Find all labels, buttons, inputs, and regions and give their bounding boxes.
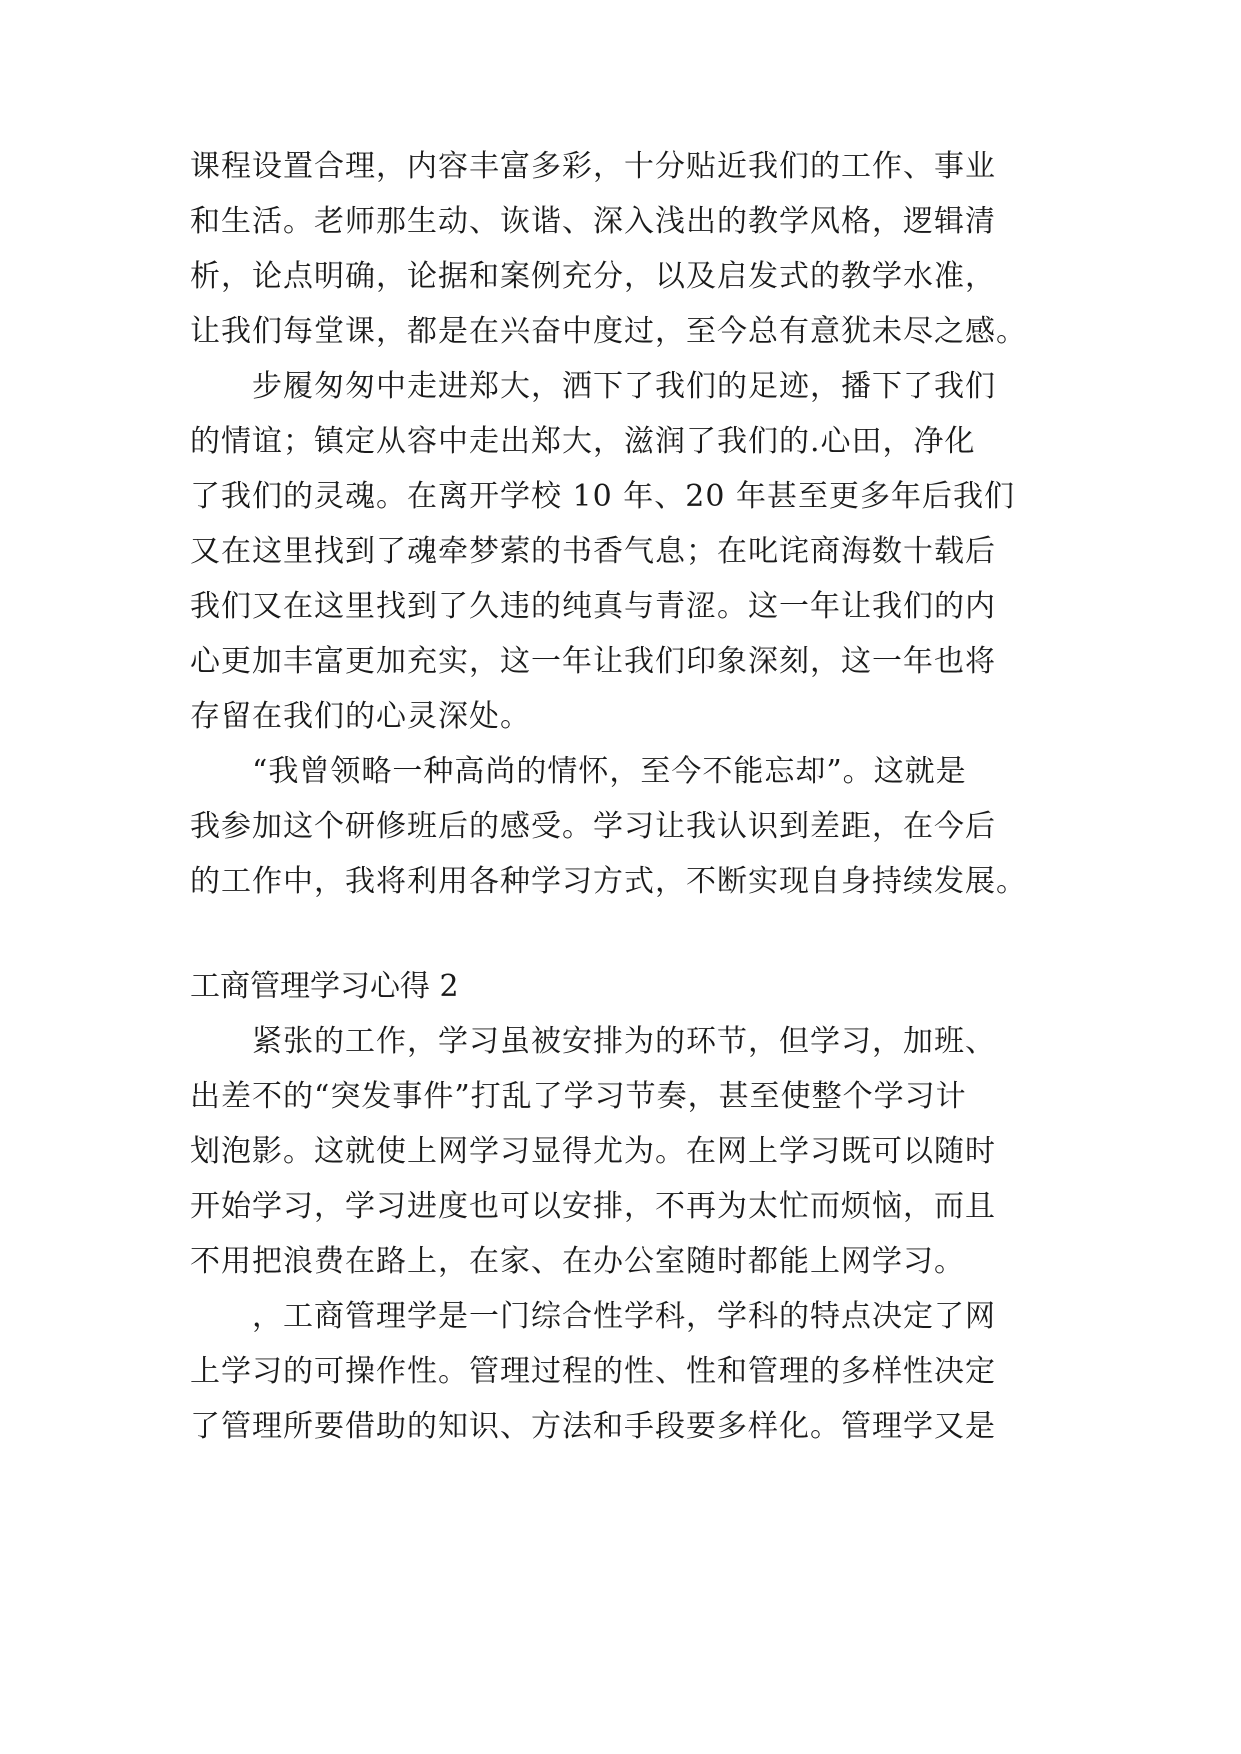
paragraph-line: 步履匆匆中走进郑大，洒下了我们的足迹，播下了我们 [190, 369, 996, 404]
paragraph-line: 不用把浪费在路上，在家、在办公室随时都能上网学习。 [190, 1244, 965, 1279]
paragraph-line: 了我们的灵魂。在离开学校 10 年、20 年甚至更多年后我们 [190, 479, 1015, 514]
paragraph-line: 开始学习，学习进度也可以安排，不再为太忙而烦恼，而且 [190, 1189, 996, 1224]
paragraph-line: 我参加这个研修班后的感受。学习让我认识到差距，在今后 [190, 809, 996, 844]
paragraph-line: “我曾领略一种高尚的情怀，至今不能忘却”。这就是 [190, 754, 967, 789]
paragraph-line: 心更加丰富更加充实，这一年让我们印象深刻，这一年也将 [190, 644, 996, 679]
paragraph-line: 我们又在这里找到了久违的纯真与青涩。这一年让我们的内 [190, 589, 996, 624]
paragraph-line: 的情谊；镇定从容中走出郑大，滋润了我们的.心田，净化 [190, 424, 976, 459]
paragraph-line: 出差不的“突发事件”打乱了学习节奏，甚至使整个学习计 [190, 1079, 967, 1114]
paragraph-line: 紧张的工作，学习虽被安排为的环节，但学习，加班、 [190, 1024, 996, 1059]
paragraph-line: 上学习的可操作性。管理过程的性、性和管理的多样性决定 [190, 1354, 996, 1389]
paragraph-line: 存留在我们的心灵深处。 [190, 699, 531, 734]
paragraph-line: 和生活。老师那生动、诙谐、深入浅出的教学风格，逻辑清 [190, 204, 996, 239]
paragraph-line: 的工作中，我将利用各种学习方式，不断实现自身持续发展。 [190, 864, 1027, 899]
paragraph-line: 划泡影。这就使上网学习显得尤为。在网上学习既可以随时 [190, 1134, 996, 1169]
paragraph-line: ，工商管理学是一门综合性学科，学科的特点决定了网 [190, 1299, 996, 1334]
paragraph-line: 析，论点明确，论据和案例充分，以及启发式的教学水准， [190, 259, 996, 294]
paragraph-line: 了管理所要借助的知识、方法和手段要多样化。管理学又是 [190, 1409, 996, 1444]
paragraph-line: 课程设置合理，内容丰富多彩，十分贴近我们的工作、事业 [190, 149, 996, 184]
paragraph-line: 让我们每堂课，都是在兴奋中度过，至今总有意犹未尽之感。 [190, 314, 1027, 349]
section-heading: 工商管理学习心得 2 [190, 969, 459, 1004]
paragraph-line: 又在这里找到了魂牵梦萦的书香气息；在叱诧商海数十载后 [190, 534, 996, 569]
